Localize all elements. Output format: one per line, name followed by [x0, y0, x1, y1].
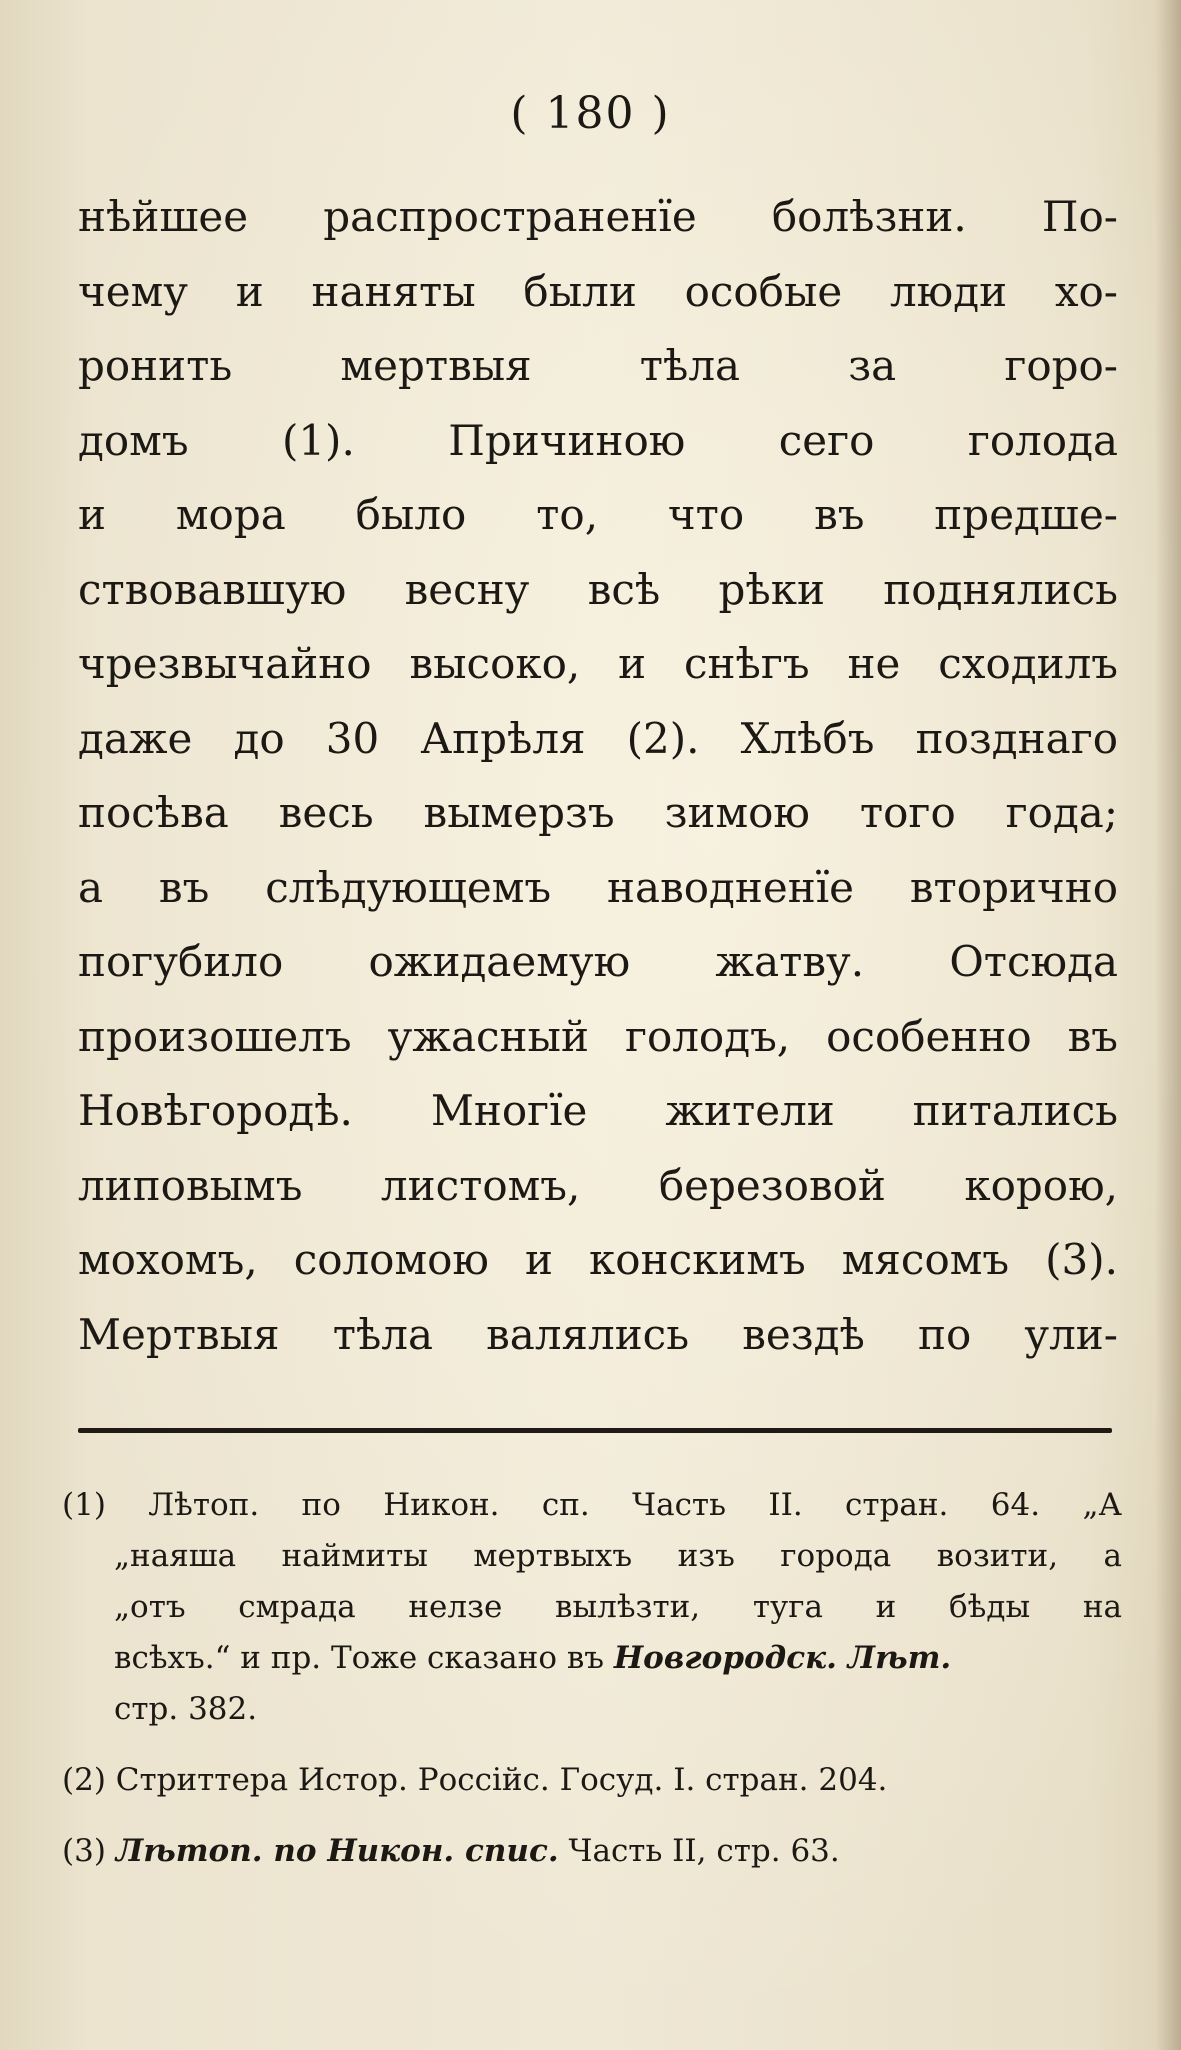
main-text	[78, 180, 1118, 1372]
text-line: посѣва весь вымерзъ зимою того года;	[78, 788, 1118, 837]
page-gutter-shadow	[1155, 0, 1181, 2050]
footnote-line: „отъ смрада нелзе вылѣзти, туга и бѣды на	[114, 1589, 1122, 1625]
footnote-marker: (3)	[62, 1833, 106, 1869]
text-line: чему и наняты были особые люди хо-	[78, 266, 1118, 316]
footnote-divider	[78, 1428, 1112, 1433]
footnote-text: всѣхъ.“ и пр. Тоже сказано въ	[114, 1640, 605, 1676]
text-line: Новѣгородѣ. Многїе жители питались	[78, 1086, 1118, 1135]
text-line: даже до 30 Апрѣля (2). Хлѣбъ позднаго	[78, 713, 1118, 763]
page-number: ( 180 )	[510, 88, 671, 139]
text-line: нѣйшее распространенїе болѣзни. По-	[78, 192, 1118, 241]
text-line: чрезвычайно высоко, и снѣгъ не сходилъ	[78, 639, 1118, 688]
text-line: домъ (1). Причиною сего голода	[78, 415, 1118, 465]
text-line: произошелъ ужасный голодъ, особенно въ	[78, 1011, 1118, 1061]
footnote-line: стр. 382.	[114, 1691, 258, 1727]
footnote-source-title: Лѣтоп. по Никон. спис.	[115, 1833, 559, 1869]
footnote-line	[62, 1633, 1122, 1684]
footnote-text: Часть II, стр. 63.	[568, 1833, 840, 1869]
text-line: ронить мертвыя тѣла за горо-	[78, 341, 1118, 390]
footnotes	[62, 1480, 1122, 1897]
footnote-line: (1) Лѣтоп. по Никон. сп. Часть II. стран. 64. „А	[62, 1487, 1122, 1523]
footnote-source-title: Новгородск. Лѣт.	[613, 1640, 952, 1676]
footnote-line	[62, 1826, 1122, 1877]
text-line: Мертвыя тѣла валялись вездѣ по ули-	[78, 1309, 1118, 1359]
text-line: липовымъ листомъ, березовой корою,	[78, 1160, 1118, 1210]
footnote-1	[62, 1480, 1122, 1735]
footnote-line: „наяша наймиты мертвыхъ изъ города возити, а	[114, 1538, 1122, 1574]
text-line: ствовавшую весну всѣ рѣки поднялись	[78, 564, 1118, 614]
text-line: мохомъ, соломою и конскимъ мясомъ (3).	[78, 1235, 1118, 1284]
footnote-line: (2) Стриттера Истор. Россійс. Госуд. I. стран. 204.	[62, 1762, 888, 1798]
text-line: и мора было то, что въ предше-	[78, 490, 1118, 539]
text-line: погубило ожидаемую жатву. Отсюда	[78, 937, 1118, 986]
footnote-2	[62, 1755, 1122, 1806]
footnote-3	[62, 1826, 1122, 1877]
text-line: а въ слѣдующемъ наводненїе вторично	[78, 862, 1118, 912]
